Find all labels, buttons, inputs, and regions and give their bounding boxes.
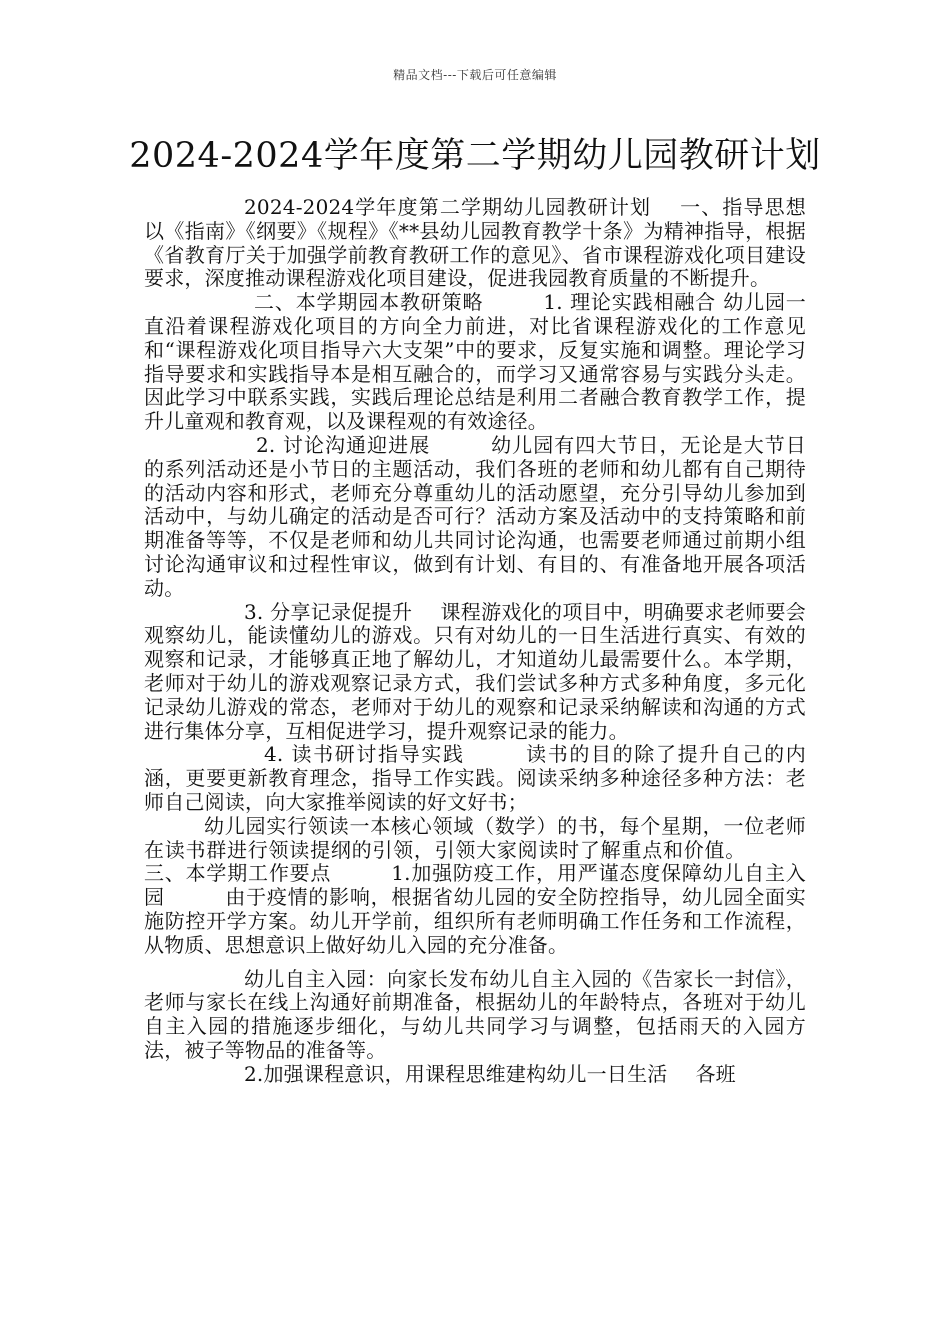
paragraph-lead: 2.加强课程意识，用课程思维建构幼儿一日生活 bbox=[244, 1061, 668, 1086]
paragraph-text: 幼儿园有四大节日，无论是大节日的系列活动还是小节日的主题活动，我们各班的老师和幼儿都有自己期待的活动内容和形式，老师充分尊重幼儿的活动愿望，充分引导幼儿参加到活动中，与幼儿确定的活动是否可行？活动方案及活动中的支持策略和前期准备等等，不仅是老师和幼儿共同讨论沟通，也需要老师通过前期小组讨论沟通审议和过程性审议，做到有计划、有目的、有准备地开展各项活动。 bbox=[144, 432, 806, 600]
document-body bbox=[144, 196, 806, 1086]
paragraph-research-strategy bbox=[144, 291, 806, 434]
paragraph-sharing-records bbox=[144, 601, 806, 744]
paragraph-reading bbox=[144, 743, 806, 814]
paragraph-lead: 4. 读书研讨指导实践 bbox=[264, 742, 465, 767]
paragraph-discussion bbox=[144, 434, 806, 601]
paragraph-tail-rest: 由于疫情的影响，根据省幼儿园的安全防控指导，幼儿园全面实施防控开学方案。幼儿开学前，组织所有老师明确工作任务和工作流程，从物质、思想意识上做好幼儿入园的充分准备。 bbox=[144, 885, 806, 957]
paragraph-tail-text: 1.加强防疫工作，用严谨态度保障幼儿自主入园 bbox=[144, 861, 806, 910]
paragraph-text: 各班 bbox=[695, 1061, 736, 1086]
header-note: 精品文档---下载后可任意编辑 bbox=[393, 68, 557, 82]
paragraph-text: 1. 理论实践相融合 幼儿园一直沿着课程游戏化项目的方向全力前进，对比省课程游戏化的工作意见和“课程游戏化项目指导六大支架”中的要求，反复实施和调整。理论学习指导要求和实践指导本是相互融合的，而学习又通常容易与实践分头走。因此学习中联系实践，实践后理论总结是利用二者融合教育教学工作，提升儿童观和教育观，以及课程观的有效途径。 bbox=[144, 290, 806, 434]
paragraph-lead: 二、本学期园本教研策略 bbox=[254, 290, 484, 315]
paragraph-text: 幼儿自主入园：向家长发布幼儿自主入园的《告家长一封信》，老师与家长在线上沟通好前期准备，根据幼儿的年龄特点，各班对于幼儿自主入园的措施逐步细化，与幼儿共同学习与调整，包括雨天的入园方法，被子等物品的准备等。 bbox=[144, 966, 806, 1062]
paragraph-lead: 3. 分享记录促提升 bbox=[244, 599, 413, 624]
paragraph-text: 一、指导思想 以《指南》《纲要》《规程》《**县幼儿园教育教学十条》为精神指导，根据《省教育厅关于加强学前教育教研工作的意见》、省市课程游戏化项目建设要求，深度推动课程游戏化项目建设，促进我园教育质量的不断提升。 bbox=[144, 195, 806, 291]
paragraph-self-entry bbox=[144, 968, 806, 1063]
paragraph-curriculum bbox=[144, 1063, 806, 1087]
paragraph-work-points bbox=[144, 815, 806, 958]
paragraph-text: 课程游戏化的项目中，明确要求老师要会观察幼儿，能读懂幼儿的游戏。只有对幼儿的一日生活进行真实、有效的观察和记录，才能够真正地了解幼儿，才知道幼儿最需要什么。本学期，老师对于幼儿的游戏观察记录方式，我们尝试多种方式多种角度，多元化记录幼儿游戏的常态，老师对于幼儿的观察和记录采纳解读和沟通的方式进行集体分享，互相促进学习，提升观察记录的能力。 bbox=[144, 599, 806, 743]
document-title: 2024-2024学年度第二学期幼儿园教研计划 bbox=[129, 136, 821, 176]
paragraph-tail-lead: 三、本学期工作要点 bbox=[144, 861, 332, 886]
paragraph-text: 读书的目的除了提升自己的内涵，更要更新教育理念，指导工作实践。阅读采纳多种途径多种方法：老师自己阅读，向大家推举阅读的好文好书； bbox=[144, 742, 807, 814]
paragraph-lead: 2. 讨论沟通迎进展 bbox=[256, 432, 431, 457]
paragraph-guiding-ideology bbox=[144, 196, 806, 291]
paragraph-lead: 2024-2024学年度第二学期幼儿园教研计划 bbox=[244, 195, 652, 219]
paragraph-text: 幼儿园实行领读一本核心领域（数学）的书，每个星期，一位老师在读书群进行领读提纲的引领，引领大家阅读时了解重点和价值。 bbox=[144, 813, 806, 862]
